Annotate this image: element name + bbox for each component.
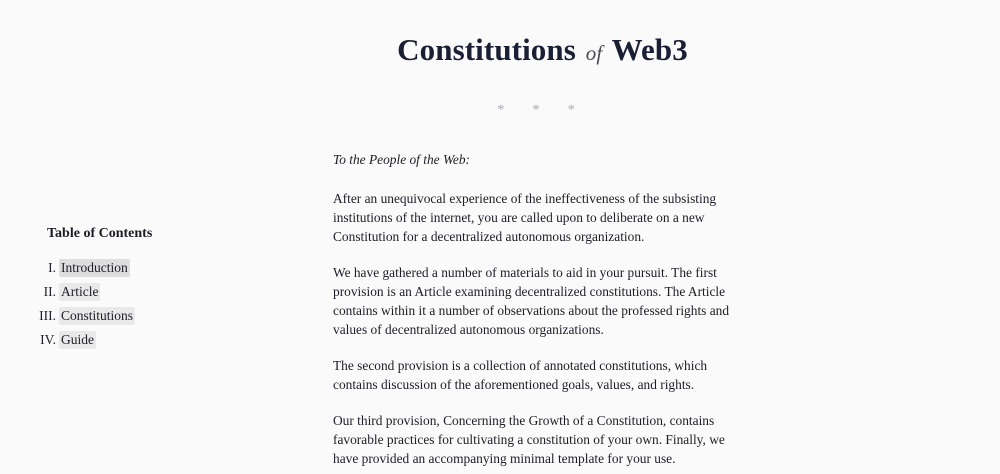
intro-paragraph-3: The second provision is a collection of annotated constitutions, which contains discussion of the aforementioned goals, values, and rights. (333, 358, 708, 392)
toc-item-number: II. (43, 284, 56, 299)
main-content (333, 150, 753, 474)
toc-link-introduction[interactable]: Introduction (61, 260, 128, 275)
table-of-contents (20, 226, 220, 352)
toc-item-guide (20, 328, 220, 352)
site-title-part1: Constitutions (397, 32, 576, 67)
site-title-of: of (585, 41, 603, 65)
toc-item-introduction (20, 256, 220, 280)
section-divider: * * * (497, 102, 587, 118)
intro-paragraph-1: After an unequivocal experience of the ineffectiveness of the subsisting institutions of the internet, you are called upon to deliberate on a new Constitution for a decentralized autonomous organization. (333, 191, 717, 244)
toc-item-number: I. (48, 260, 56, 275)
site-title-part2: Web3 (611, 32, 688, 67)
salutation: To the People of the Web: (333, 152, 470, 167)
intro-paragraph-4: Our third provision, Concerning the Growth of a Constitution, contains favorable practices for cultivating a constitution of your own. Finally, we have provided an accompanying minimal template for your use. (333, 413, 725, 466)
toc-link-article[interactable]: Article (61, 284, 99, 299)
site-title (0, 32, 1000, 68)
toc-item-article (20, 280, 220, 304)
toc-item-number: III. (39, 308, 56, 323)
intro-paragraph-2: We have gathered a number of materials to aid in your pursuit. The first provision is an Article examining decentralized constitutions. The Article contains within it a number of observations about the professed rights and values of decentralized autonomous organizations. (333, 265, 730, 337)
toc-heading: Table of Contents (47, 226, 153, 241)
toc-item-constitutions (20, 304, 220, 328)
toc-link-guide[interactable]: Guide (61, 332, 94, 347)
toc-item-number: IV. (40, 332, 56, 347)
toc-list (20, 256, 220, 352)
toc-link-constitutions[interactable]: Constitutions (61, 308, 134, 323)
